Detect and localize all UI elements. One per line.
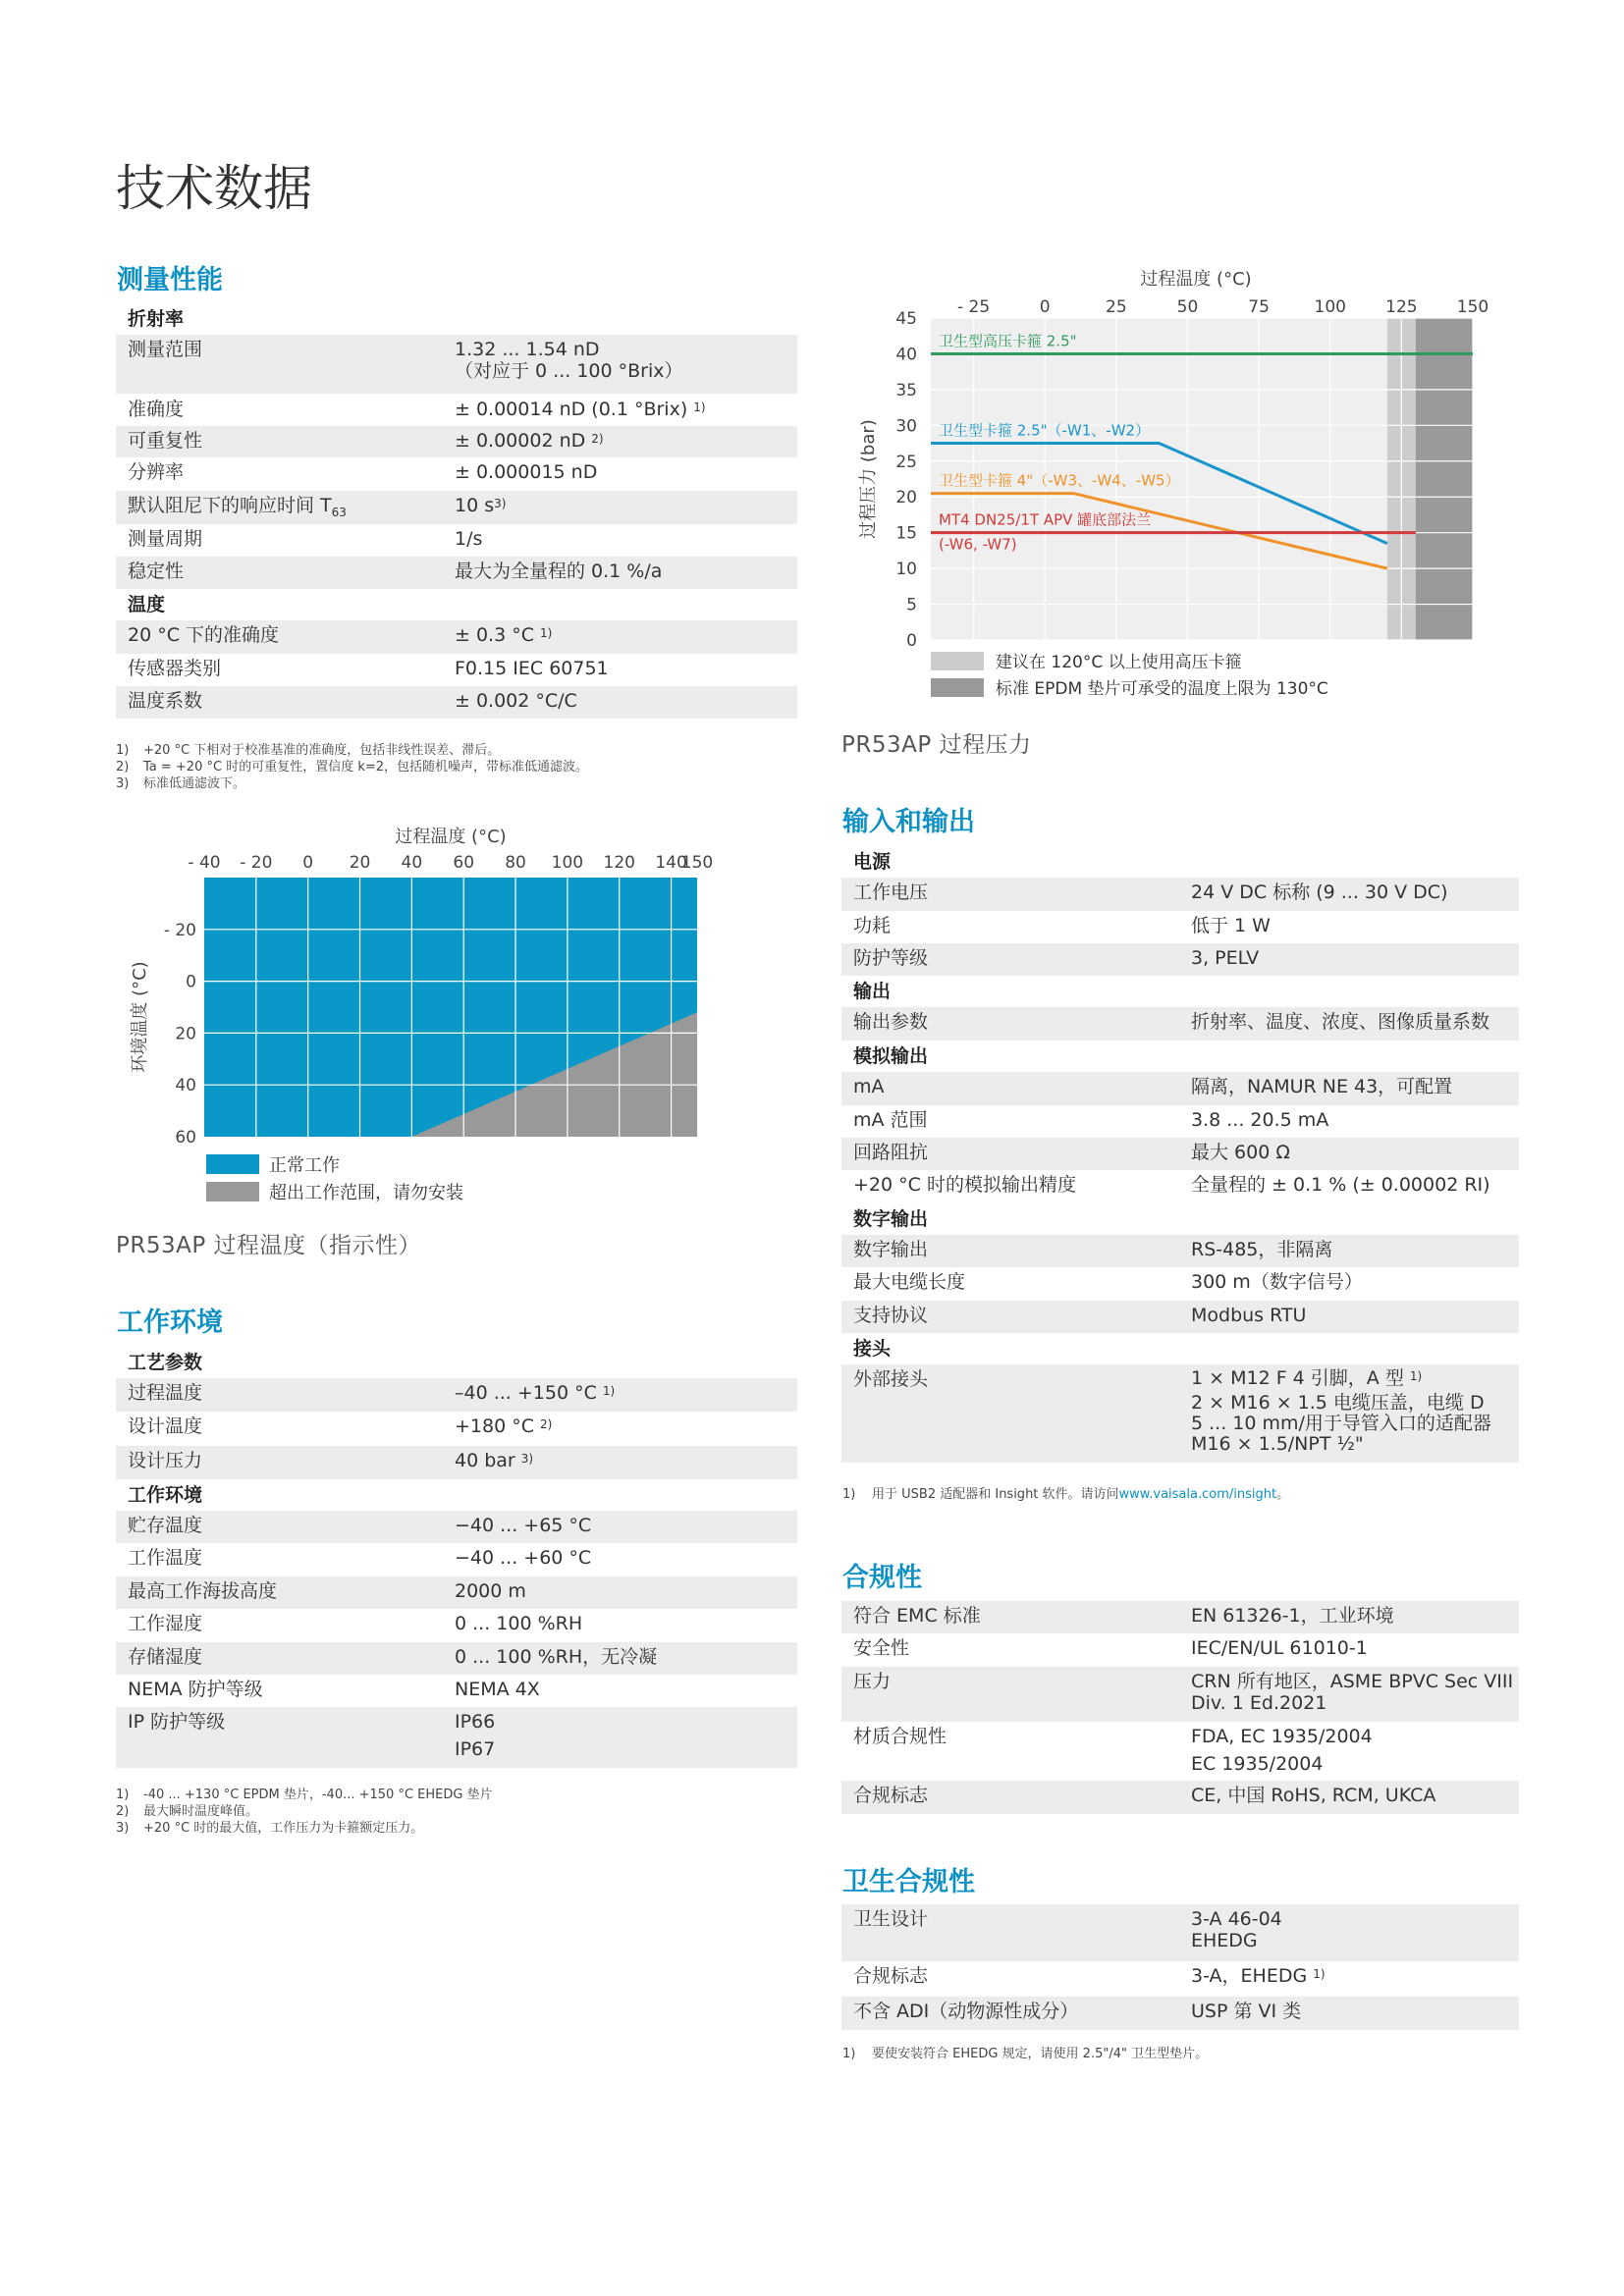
row-value: IEC/EN/UL 61010-1 (1191, 1637, 1368, 1659)
footnote-text: 用于 USB2 适配器和 Insight 软件。请访问 (872, 1487, 1119, 1502)
row-value: 300 m（数字信号） (1191, 1271, 1363, 1293)
legend-swatch (206, 1154, 259, 1174)
footnote-number: 3) (116, 776, 130, 791)
row-value: ± 0.000015 nD (455, 461, 598, 483)
footnote-number: 1) (116, 1788, 130, 1802)
value-line: IP66 (455, 1711, 496, 1733)
y-axis-title: 环境温度 (°C) (130, 961, 150, 1073)
value-text: ± 0.00014 nD (0.1 °Brix) (455, 399, 688, 420)
row-value (455, 1446, 533, 1479)
row-key: 数字输出 (853, 1239, 929, 1260)
group-label: 电源 (853, 851, 892, 873)
row-key: 过程温度 (128, 1382, 203, 1404)
value-line: 3-A 46-04 (1191, 1908, 1282, 1930)
x-tick-label: 150 (1456, 297, 1489, 317)
environment-table (116, 1347, 797, 1768)
group-label: 输出 (853, 981, 892, 1002)
x-tick-label: 40 (401, 853, 423, 873)
x-tick-label: 50 (1176, 297, 1199, 317)
legend-label: 超出工作范围，请勿安装 (269, 1183, 463, 1203)
io-footnote (842, 1486, 1289, 1503)
value-line: 1.32 ... 1.54 nD (455, 339, 600, 360)
row-value (455, 1707, 495, 1768)
footnote-text: +20 °C 时的最大值，工作压力为卡箍额定压力。 (143, 1821, 424, 1836)
group-label: 模拟输出 (853, 1045, 929, 1067)
table-row (116, 1707, 797, 1768)
table-row (841, 1722, 1519, 1781)
table-row (841, 1364, 1519, 1463)
hygiene-heading: 卫生合规性 (842, 1867, 975, 1897)
row-key: 防护等级 (853, 947, 929, 969)
row-key: 稳定性 (128, 561, 185, 582)
table-row (116, 457, 797, 491)
row-key: 不含 ADI（动物源性成分） (853, 2001, 1079, 2022)
y-tick-label: 35 (895, 380, 917, 400)
environment-heading: 工作环境 (117, 1308, 223, 1338)
row-key (116, 491, 455, 524)
row-key: 合规标志 (853, 1965, 929, 1987)
table-row (841, 878, 1519, 911)
series-label: MT4 DN25/1T APV 罐底部法兰 (939, 510, 1152, 529)
group-label: 工艺参数 (128, 1352, 203, 1373)
y-tick-label: 15 (895, 523, 917, 544)
row-value: F0.15 IEC 60751 (455, 658, 609, 679)
row-key: 传感器类别 (128, 658, 222, 679)
row-value: 低于 1 W (1191, 915, 1271, 936)
row-value (1191, 1904, 1282, 1961)
footnote-ref: 1) (1313, 1967, 1326, 1981)
x-tick-label: - 20 (240, 853, 273, 873)
value-line: Div. 1 Ed.2021 (1191, 1692, 1327, 1714)
x-tick-label: 100 (551, 853, 584, 873)
table-row (116, 491, 797, 524)
y-tick-label: 0 (906, 631, 917, 651)
table-row (841, 1667, 1519, 1722)
row-value: NEMA 4X (455, 1679, 540, 1700)
footnote-ref: 3) (494, 497, 507, 510)
table-row (116, 1675, 797, 1707)
row-key: mA (853, 1076, 885, 1097)
measurement-table (116, 303, 797, 719)
temperature-band (1416, 318, 1473, 640)
row-value (455, 1378, 615, 1412)
table-row (841, 1601, 1519, 1633)
legend-swatch (931, 652, 984, 670)
footnote-text: 最大瞬时温度峰值。 (143, 1804, 259, 1819)
row-key: 测量范围 (128, 339, 203, 360)
footnote-ref: 1) (540, 626, 553, 640)
table-row (116, 654, 797, 686)
value-line: FDA, EC 1935/2004 (1191, 1726, 1373, 1747)
x-tick-label: 80 (505, 853, 526, 873)
value-text: –40 ... +150 °C (455, 1382, 597, 1404)
footnote-number: 1) (842, 2047, 856, 2061)
row-value: 0 ... 100 %RH (455, 1613, 583, 1634)
measurement-heading: 测量性能 (117, 265, 223, 295)
table-row (116, 524, 797, 557)
y-tick-label: 20 (895, 488, 917, 508)
hygiene-footnote (842, 2046, 1208, 2062)
y-tick-label: 40 (895, 345, 917, 365)
legend-label: 建议在 120°C 以上使用高压卡箍 (996, 653, 1242, 672)
group-label: 工作环境 (128, 1484, 203, 1506)
y-tick-label: 20 (175, 1024, 196, 1044)
row-key: 20 °C 下的准确度 (128, 624, 280, 646)
value-line: 2 × M16 × 1.5 电缆压盖，电缆 D (1191, 1392, 1485, 1414)
row-key: 温度系数 (128, 690, 203, 712)
footnote-text: -40 ... +130 °C EPDM 垫片，-40... +150 °C EHEDG 垫片 (143, 1788, 493, 1802)
table-row (116, 620, 797, 654)
table-row (841, 1961, 1519, 1997)
row-value: USP 第 VI 类 (1191, 2001, 1302, 2022)
legend-swatch (206, 1182, 259, 1201)
io-heading: 输入和输出 (842, 807, 975, 837)
value-text: 3-A，EHEDG (1191, 1965, 1308, 1987)
value-text: +180 °C (455, 1415, 534, 1437)
measurement-footnotes (116, 742, 588, 792)
row-key: 最大电缆长度 (853, 1271, 966, 1293)
y-tick-label: 25 (895, 452, 917, 472)
footnote-number: 2) (116, 1804, 130, 1819)
y-tick-label: 30 (895, 416, 917, 437)
group-label: 温度 (128, 594, 166, 615)
series-label: (-W6, -W7) (939, 535, 1017, 554)
x-axis-title: 过程温度 (°C) (1140, 269, 1252, 290)
footnote-text: 。 (1276, 1487, 1290, 1502)
row-value: CE, 中国 RoHS, RCM, UKCA (1191, 1785, 1436, 1806)
row-key: mA 范围 (853, 1109, 928, 1131)
table-row (116, 1576, 797, 1609)
x-tick-label: 0 (1039, 297, 1051, 317)
legend-swatch (931, 678, 984, 697)
footnote-ref: 1) (602, 1384, 616, 1398)
environment-footnotes (116, 1787, 493, 1837)
y-tick-label: 10 (895, 560, 917, 580)
x-tick-label: 125 (1385, 297, 1418, 317)
row-key: 卫生设计 (853, 1908, 929, 1930)
legend-label: 正常工作 (269, 1155, 340, 1176)
value-text: 40 bar (455, 1450, 515, 1471)
row-key: 设计压力 (128, 1450, 203, 1471)
row-value (1191, 1722, 1373, 1781)
row-value: 3.8 ... 20.5 mA (1191, 1109, 1329, 1131)
row-value: 最大 600 Ω (1191, 1142, 1290, 1163)
row-key: 测量周期 (128, 528, 203, 550)
footnote-text: Ta = +20 °C 时的可重复性，置信度 k=2，包括随机噪声，带标准低通滤波。 (143, 760, 589, 774)
row-key: 可重复性 (128, 430, 203, 452)
row-value: 全量程的 ± 0.1 % (± 0.00002 RI) (1191, 1174, 1490, 1196)
row-key: 准确度 (128, 399, 185, 420)
table-row (116, 1642, 797, 1675)
y-axis-title: 过程压力 (bar) (858, 419, 879, 539)
row-value: 3, PELV (1191, 947, 1260, 969)
table-row (841, 1633, 1519, 1667)
row-value (455, 395, 706, 426)
table-row (116, 335, 797, 394)
row-value (455, 620, 552, 654)
y-tick-label: 60 (175, 1128, 196, 1148)
group-label: 数字输出 (853, 1208, 929, 1230)
row-key: +20 °C 时的模拟输出精度 (853, 1174, 1076, 1196)
temp-chart-caption: PR53AP 过程温度（指示性） (116, 1233, 422, 1258)
row-value (1191, 1364, 1491, 1463)
table-row (841, 1007, 1519, 1041)
value-text: ± 0.00002 nD (455, 430, 586, 452)
table-row (841, 1267, 1519, 1301)
table-row (841, 1138, 1519, 1170)
compliance-table (841, 1601, 1519, 1814)
y-tick-label: - 20 (163, 920, 196, 940)
row-value: 折射率、温度、浓度、图像质量系数 (1191, 1011, 1490, 1033)
page-title: 技术数据 (116, 160, 312, 217)
value-line: IP67 (455, 1738, 496, 1760)
row-value: −40 ... +60 °C (455, 1547, 592, 1569)
legend-label: 标准 EPDM 垫片可承受的温度上限为 130°C (996, 679, 1328, 699)
row-value: 24 V DC 标称 (9 ... 30 V DC) (1191, 881, 1448, 903)
value-line: M16 × 1.5/NPT ½" (1191, 1433, 1364, 1455)
table-row (116, 395, 797, 426)
table-row (841, 1301, 1519, 1333)
table-row (116, 1609, 797, 1642)
row-key: 回路阻抗 (853, 1142, 929, 1163)
row-key: 压力 (853, 1671, 892, 1692)
table-row (116, 1412, 797, 1446)
x-tick-label: 60 (453, 853, 475, 873)
table-row (841, 1235, 1519, 1267)
row-key: 设计温度 (128, 1415, 203, 1437)
io-table (841, 846, 1519, 1463)
process-temperature-chart (116, 813, 744, 1205)
footnote-ref: 2) (591, 432, 604, 446)
row-key: 材质合规性 (853, 1726, 947, 1747)
value-text: ± 0.3 °C (455, 624, 534, 646)
table-row (116, 426, 797, 457)
value-line: CRN 所有地区，ASME BPVC Sec VIII (1191, 1671, 1514, 1692)
x-tick-label: 0 (302, 853, 314, 873)
row-key: 工作温度 (128, 1547, 203, 1569)
value-line: 5 ... 10 mm/用于导管入口的适配器 (1191, 1413, 1491, 1434)
footnote-ref: 2) (540, 1417, 553, 1431)
y-tick-label: 5 (906, 595, 917, 615)
row-key: 支持协议 (853, 1305, 929, 1326)
row-key: 贮存温度 (128, 1515, 203, 1536)
row-value: EN 61326-1，工业环境 (1191, 1605, 1394, 1627)
x-tick-label: - 40 (188, 853, 221, 873)
footnote-text: +20 °C 下相对于校准基准的准确度，包括非线性误差、滞后。 (143, 743, 501, 758)
row-value (455, 426, 604, 457)
row-value: Modbus RTU (1191, 1305, 1307, 1326)
footnote-ref: 1) (693, 400, 706, 414)
key-subscript: 63 (331, 505, 347, 519)
row-value (1191, 1667, 1513, 1722)
row-key: 工作电压 (853, 881, 929, 903)
footnote-number: 1) (842, 1487, 856, 1502)
pressure-chart-caption: PR53AP 过程压力 (841, 732, 1032, 758)
row-value: 2000 m (455, 1580, 526, 1602)
x-tick-label: 140 (655, 853, 687, 873)
x-axis-title: 过程温度 (°C) (395, 827, 507, 847)
footnote-text: 要使安装符合 EHEDG 规定，请使用 2.5"/4" 卫生型垫片。 (872, 2047, 1209, 2061)
row-value: 最大为全量程的 0.1 %/a (455, 561, 663, 582)
table-row (841, 1781, 1519, 1814)
row-value (1191, 1961, 1326, 1997)
compliance-heading: 合规性 (842, 1563, 922, 1593)
value-text: 1 × M12 F 4 引脚，A 型 (1191, 1367, 1404, 1389)
row-value (455, 1412, 552, 1446)
footnote-number: 1) (116, 743, 130, 758)
row-key: 工作湿度 (128, 1613, 203, 1634)
table-row (116, 1511, 797, 1543)
series-label: 卫生型卡箍 4"（-W3、-W4、-W5） (939, 471, 1180, 490)
row-key: 安全性 (853, 1637, 910, 1659)
table-row (841, 1072, 1519, 1105)
row-key: 输出参数 (853, 1011, 929, 1033)
x-tick-label: 25 (1106, 297, 1127, 317)
table-row (841, 911, 1519, 943)
row-key: NEMA 防护等级 (128, 1679, 263, 1700)
row-key: IP 防护等级 (128, 1711, 226, 1733)
row-value: 0 ... 100 %RH，无冷凝 (455, 1646, 658, 1668)
row-value (455, 491, 506, 524)
group-label: 接头 (853, 1338, 892, 1360)
x-tick-label: 20 (349, 853, 371, 873)
table-row (116, 686, 797, 719)
y-tick-label: 0 (186, 972, 196, 992)
value-text: 10 s (455, 495, 495, 516)
table-row (116, 1446, 797, 1479)
row-value: 1/s (455, 528, 483, 550)
hygiene-table (841, 1904, 1519, 2030)
row-key: 合规标志 (853, 1785, 929, 1806)
row-value: 隔离，NAMUR NE 43，可配置 (1191, 1076, 1453, 1097)
x-tick-label: 150 (680, 853, 714, 873)
x-tick-label: 120 (603, 853, 635, 873)
value-line: （对应于 0 ... 100 °Brix） (455, 360, 683, 382)
table-row (841, 1997, 1519, 2030)
table-row (841, 1904, 1519, 1961)
table-row (116, 557, 797, 589)
key-text: 默认阻尼下的响应时间 T (128, 495, 332, 516)
table-row (116, 1543, 797, 1576)
footnote-number: 3) (116, 1821, 130, 1836)
series-label: 卫生型卡箍 2.5"（-W1、-W2） (939, 421, 1151, 440)
table-row (841, 943, 1519, 976)
footnote-ref: 1) (1409, 1369, 1423, 1383)
row-value: RS-485，非隔离 (1191, 1239, 1333, 1260)
footnote-number: 2) (116, 760, 130, 774)
row-key: 符合 EMC 标准 (853, 1605, 981, 1627)
value-line: EC 1935/2004 (1191, 1753, 1324, 1775)
x-tick-label: 100 (1314, 297, 1346, 317)
row-key: 最高工作海拔高度 (128, 1580, 278, 1602)
series-label: 卫生型高压卡箍 2.5" (939, 332, 1077, 350)
y-tick-label: 45 (895, 309, 917, 329)
row-value: ± 0.002 °C/C (455, 690, 577, 712)
row-value (455, 335, 683, 394)
row-value: −40 ... +65 °C (455, 1515, 592, 1536)
row-key: 功耗 (853, 915, 892, 936)
x-tick-label: 75 (1248, 297, 1270, 317)
table-row (116, 1378, 797, 1412)
footnote-text: 标准低通滤波下。 (143, 776, 246, 791)
row-key: 分辨率 (128, 461, 185, 483)
x-tick-label: - 25 (956, 297, 991, 317)
row-key: 外部接头 (853, 1368, 929, 1390)
table-row (841, 1105, 1519, 1138)
footnote-ref: 3) (520, 1452, 534, 1466)
value-line: EHEDG (1191, 1930, 1258, 1951)
insight-link[interactable]: www.vaisala.com/insight (1118, 1487, 1277, 1502)
row-key: 存储湿度 (128, 1646, 203, 1668)
table-row (841, 1170, 1519, 1203)
group-label: 折射率 (128, 308, 185, 330)
process-pressure-chart (842, 263, 1490, 715)
y-tick-label: 40 (175, 1076, 196, 1096)
